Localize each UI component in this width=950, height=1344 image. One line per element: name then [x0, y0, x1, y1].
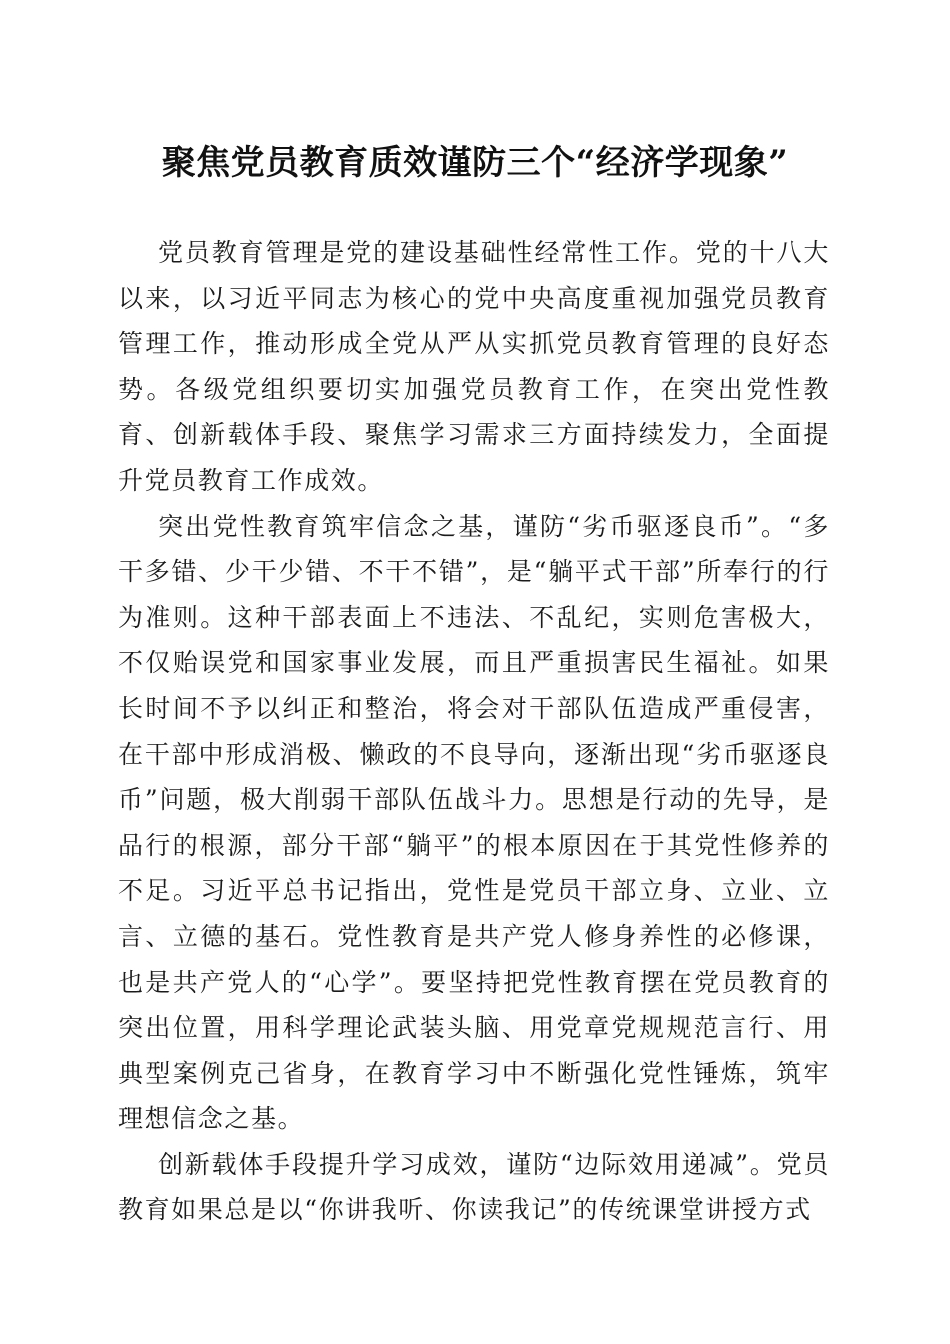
document-title: 聚焦党员教育质效谨防三个“经济学现象” — [161, 143, 789, 183]
paragraph-intro: 党员教育管理是党的建设基础性经常性工作。党的十八大以来，以习近平同志为核心的党中央高度重视加强党员教育管理工作，推动形成全党从严从实抓党员教育管理的良好态势。各级党组织要切实加强党员教育工作，在突出党性教育、创新载体手段、聚焦学习需求三方面持续发力，全面提升党员教育工作成效。 — [118, 238, 830, 495]
paragraph-innovation-methods: 创新载体手段提升学习成效，谨防“边际效用递减”。党员教育如果总是以“你讲我听、你读我记”的传统课堂讲授方式 — [118, 1149, 830, 1225]
paragraph-party-spirit-education: 突出党性教育筑牢信念之基，谨防“劣币驱逐良币”。“多干多错、少干少错、不干不错”，是“躺平式干部”所奉行的行为准则。这种干部表面上不违法、不乱纪，实则危害极大，不仅贻误党和国家事业发展，而且严重损害民生福祉。如果长时间不予以纠正和整治，将会对干部队伍造成严重侵害，在干部中形成消极、懒政的不良导向，逐渐出现“劣币驱逐良币”问题，极大削弱干部队伍战斗力。思想是行动的先导，是品行的根源，部分干部“躺平”的根本原因在于其党性修养的不足。习近平总书记指出，党性是党员干部立身、立业、立言、立德的基石。党性教育是共产党人修身养性的必修课，也是共产党人的“心学”。要坚持把党性教育摆在党员教育的突出位置，用科学理论武装头脑、用党章党规规范言行、用典型案例克己省身，在教育学习中不断强化党性锤炼，筑牢理想信念之基。 — [118, 511, 830, 1134]
document-body — [118, 230, 830, 1233]
